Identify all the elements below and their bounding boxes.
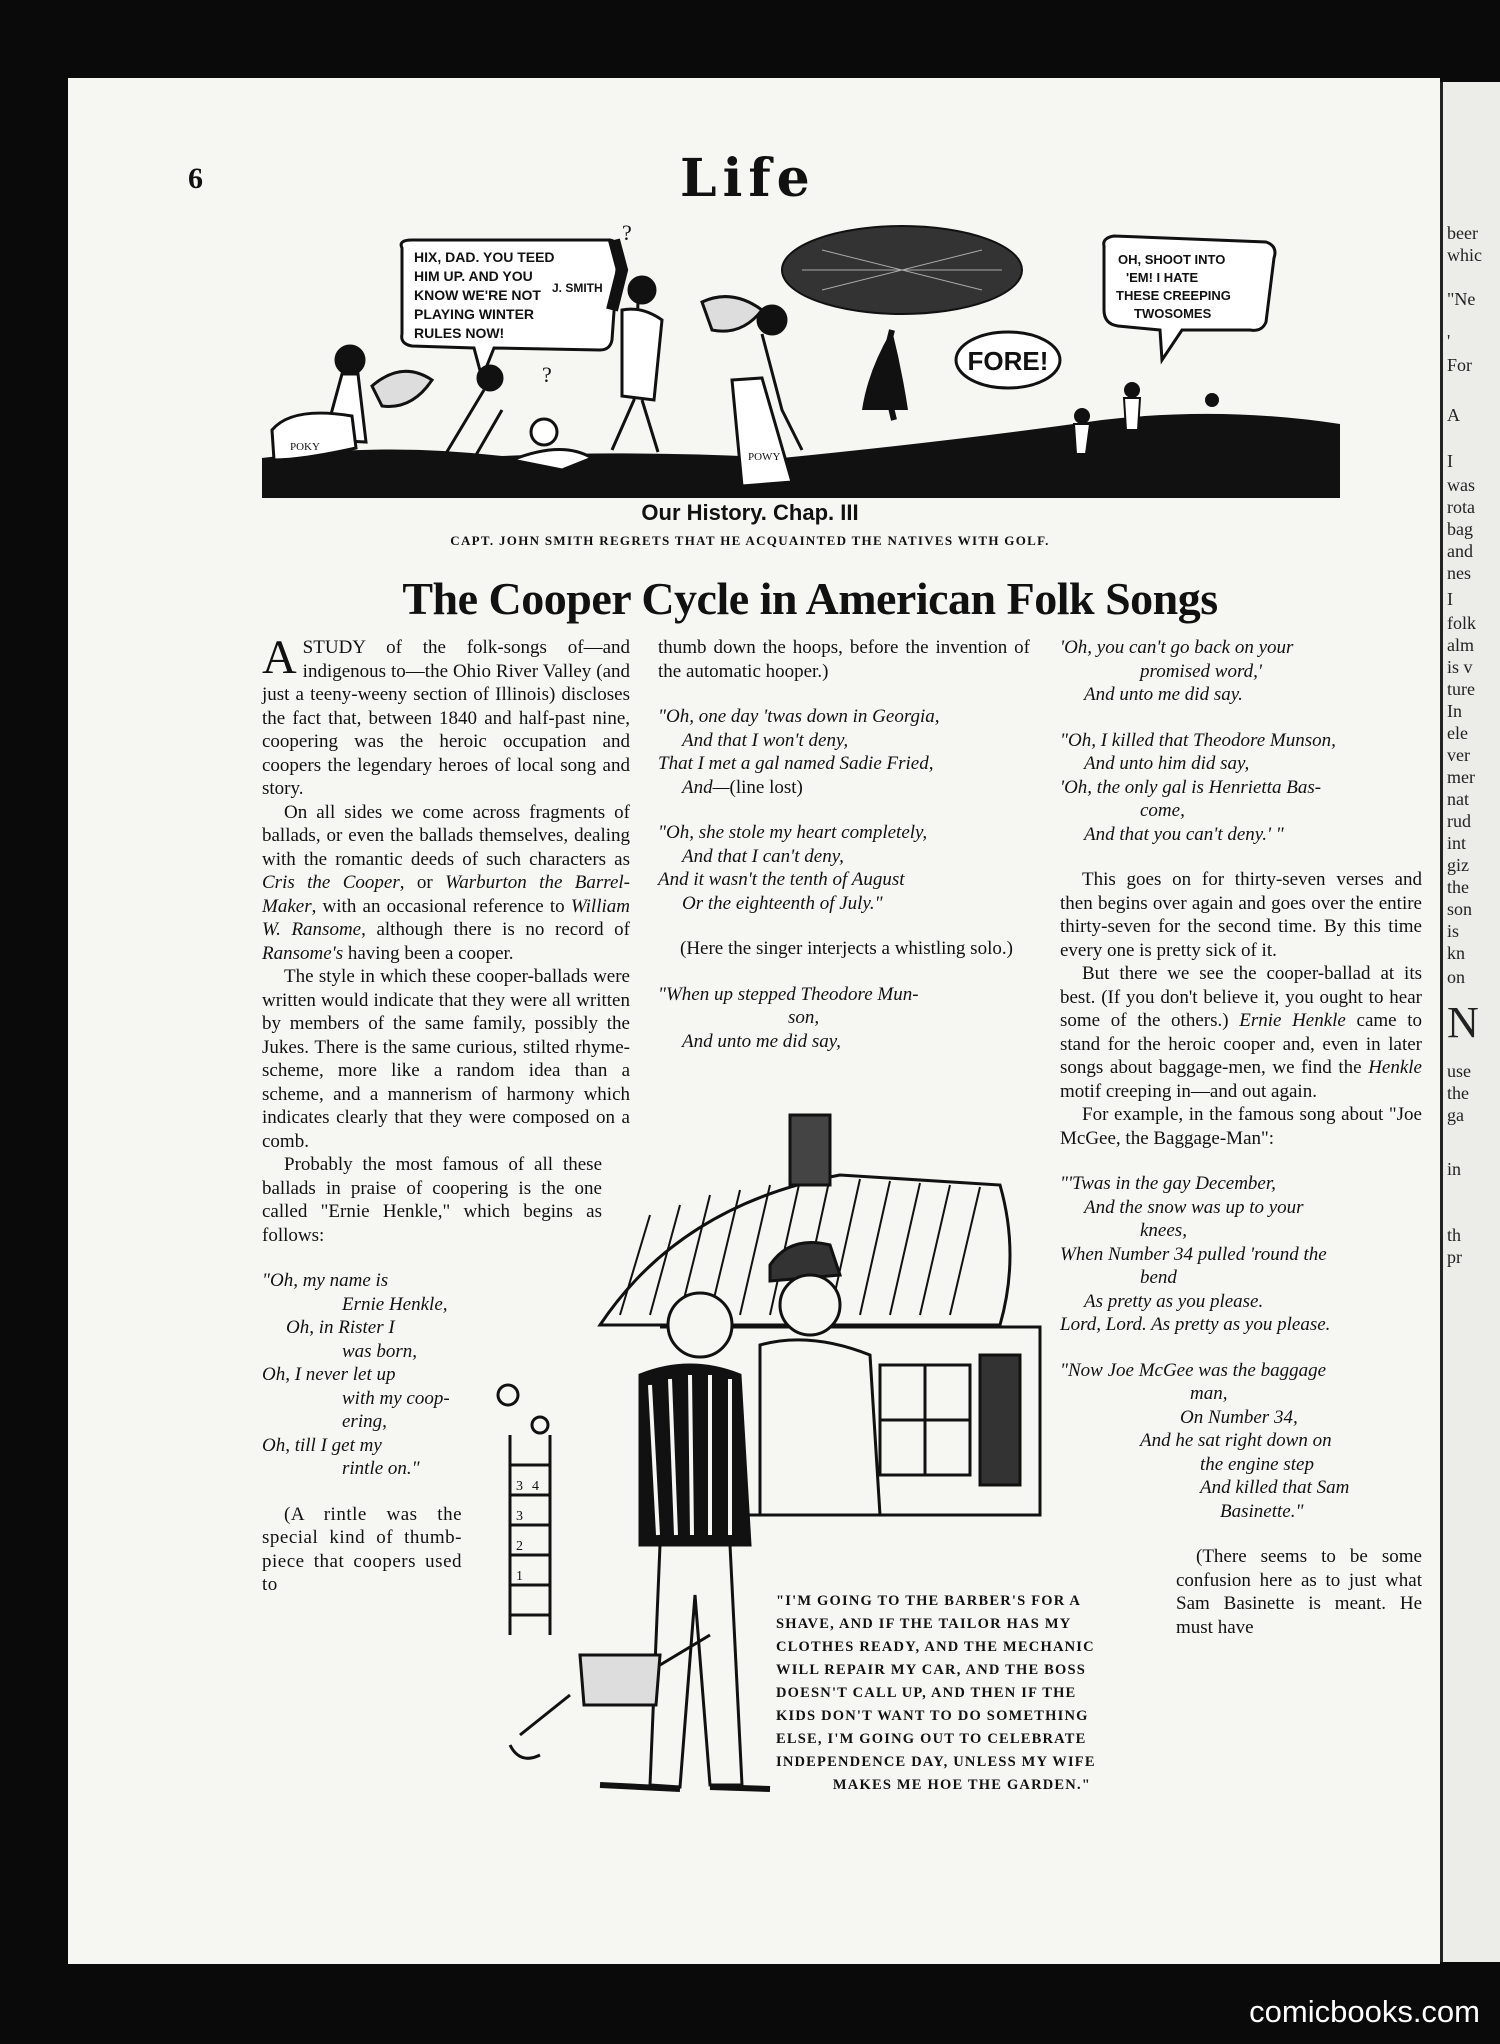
facing-page-fragment: use (1447, 1061, 1471, 1081)
facing-page-fragment: nes (1447, 563, 1471, 583)
facing-page-fragment: ga (1447, 1105, 1464, 1125)
trellis-number: 3 (516, 1479, 523, 1494)
question-mark: ? (622, 220, 632, 245)
facing-page-fragment: pr (1447, 1247, 1462, 1267)
facing-page-fragment: alm (1447, 635, 1474, 655)
paragraph: But there we see the cooper-ballad at its best. (If you don't believe it, you ought to hear some of the others.) Ernie Henkle came to stand for the heroic cooper and, even in later songs about baggage-men, we find the Henkle motif creeping in—and out again. (1060, 963, 1423, 1102)
verse-stole-heart: "Oh, she stole my heart completely, And that I can't deny, And it wasn't the tenth of August Or the eighteenth of July." (658, 822, 928, 914)
column-2 (658, 636, 1030, 1053)
paragraph: thumb down the hoops, before the invention of the automatic hooper.) (658, 637, 1030, 682)
balloon-left-line: PLAYING WINTER (414, 306, 535, 322)
facing-page-edge (1440, 82, 1500, 1962)
balloon-right-line: TWOSOMES (1134, 306, 1212, 321)
masthead: Life (680, 148, 816, 209)
facing-page-fragment: kn (1447, 943, 1465, 963)
verse-joe-mcgee: "Now Joe McGee was the baggage man, On Number 34, And he sat right down on the engine step And killed that Sam Basinette." (1060, 1359, 1350, 1522)
trellis-number: 4 (532, 1479, 539, 1494)
cartoon-caption-subtitle: CAPT. JOHN SMITH REGRETS THAT HE ACQUAINTED THE NATIVES WITH GOLF. (450, 533, 1050, 548)
facing-page-fragment: ver (1447, 745, 1470, 765)
batter-figure (612, 240, 662, 452)
facing-page-fragment: is (1447, 921, 1460, 941)
balloon-right-line: OH, SHOOT INTO (1118, 252, 1226, 267)
facing-page-fragment: ele (1447, 723, 1468, 743)
facing-page-fragment: mer (1447, 767, 1475, 787)
facing-page-fragment: bag (1447, 519, 1473, 539)
illustration-caption: "I'M GOING TO THE BARBER'S FOR A SHAVE, AND IF THE TAILOR HAS MY CLOTHES READY, AND THE MECHANIC WILL REPAIR MY CAR, AND THE BOSS DOESN'T CALL UP, AND THEN IF THE KIDS DON'T WANT TO DO SOMETHING ELSE, I'M GOING OUT TO CELEBRATE INDEPENDENCE DAY, UNLESS MY WIFE MAKES ME HOE THE GARDEN." (776, 1593, 1096, 1793)
verse-theodore: "When up stepped Theodore Mun- son, And unto me did say, (658, 983, 919, 1052)
trellis-number: 3 (516, 1509, 523, 1524)
tree (782, 226, 1022, 420)
cartoon-signature: J. SMITH (552, 281, 603, 295)
bag-label-left: POKY (290, 441, 320, 453)
golf-cartoon (262, 210, 1340, 498)
fore-text: FORE! (967, 346, 1049, 376)
paragraph: This goes on for thirty-seven verses and then begins over again and goes over the entire thirty-seven for the second time. By this time every one is pretty sick of it. (1060, 869, 1422, 961)
facing-page-fragment: For (1447, 355, 1473, 375)
ground (262, 414, 1340, 498)
balloon-left-line: RULES NOW! (414, 325, 505, 341)
facing-page-fragment: "Ne (1447, 289, 1476, 309)
facing-page-fragment: nat (1447, 789, 1469, 809)
facing-page-fragment: son (1447, 899, 1473, 919)
page-number: 6 (188, 162, 203, 195)
facing-page-fragment: in (1447, 1159, 1462, 1179)
facing-page-fragment: ture (1447, 679, 1475, 699)
balloon-right-line: THESE CREEPING (1116, 288, 1231, 303)
verse-georgia: "Oh, one day 'twas down in Georgia, And that I won't deny, That I met a gal named Sadie Fried, And—(line lost) (658, 706, 940, 798)
bag-label-right: POWY (748, 451, 781, 463)
facing-page-fragment: In (1447, 701, 1462, 721)
facing-page-fragment: A (1447, 405, 1460, 425)
paragraph: The style in which these cooper-ballads were written would indicate that they were all written by members of the same family, possibly the Jukes. There is the same curious, stilted rhyme-scheme, more like a random idea than a scheme, and a mannerism of harmony which indicates clearly that they were composed on a comb. (262, 966, 630, 1152)
article-headline: The Cooper Cycle in American Folk Songs (402, 573, 1218, 624)
facing-page-fragment: I (1447, 451, 1453, 471)
facing-page-fragment: whic (1447, 245, 1482, 265)
balloon-left-line: HIM UP. AND YOU (414, 268, 533, 284)
trellis-number: 1 (516, 1569, 523, 1584)
facing-page-fragment: folk (1447, 613, 1476, 633)
facing-page-fragment: beer (1447, 223, 1478, 243)
paragraph: (Here the singer interjects a whistling solo.) (680, 938, 1013, 959)
paragraph: On all sides we come across fragments of ballads, or even the ballads themselves, dealing with the romantic deeds of such characters as Cris the Cooper, or Warburton the Barrel-Maker, with an occasional reference to William W. Ransome, although there is no record of Ransome's having been a cooper. (262, 801, 631, 964)
balloon-right-line: 'EM! I HATE (1126, 270, 1199, 285)
facing-page-fragment: I (1447, 589, 1453, 609)
paragraph-text: STUDY of the folk-songs of—and indigenous to—the Ohio River Valley (and just a teeny-weeny section of Illinois) discloses the fact that, between 1840 and half-past nine, coopering was the heroic occupation and coopers the legendary heroes of local song and story. (262, 637, 630, 799)
verse-december: "'Twas in the gay December, And the snow was up to your knees, When Number 34 pulled 'round the bend As pretty as you please. Lord, Lord. As pretty as you please. (1060, 1173, 1331, 1335)
facing-page-fragment: was (1447, 475, 1475, 495)
facing-page-fragment: rota (1447, 497, 1475, 517)
trellis-number: 2 (516, 1539, 523, 1554)
verse-promised-word: 'Oh, you can't go back on your promised word,' And unto me did say. (1060, 637, 1294, 705)
question-mark: ? (542, 362, 552, 387)
drop-cap: A (262, 631, 297, 684)
paragraph: For example, in the famous song about "Joe McGee, the Baggage-Man": (1060, 1104, 1422, 1149)
facing-page-fragment: th (1447, 1225, 1462, 1245)
site-watermark: comicbooks.com (1249, 1994, 1480, 2029)
facing-page-fragment: giz (1447, 855, 1469, 875)
facing-page-fragment: and (1447, 541, 1473, 561)
facing-page-fragment: ' (1447, 331, 1451, 351)
facing-page-fragment: is v (1447, 657, 1473, 677)
balloon-left-line: KNOW WE'RE NOT (414, 287, 541, 303)
facing-page-fragment: int (1447, 833, 1467, 853)
facing-page-fragment: the (1447, 877, 1469, 897)
cartoon-caption-title: Our History. Chap. III (641, 500, 859, 525)
facing-page-fragment: on (1447, 967, 1465, 987)
balloon-left-line: HIX, DAD. YOU TEED (414, 249, 555, 265)
paragraph (262, 631, 630, 801)
paragraph: (A rintle was the special kind of thumb-piece that coopers used to (262, 1503, 462, 1595)
facing-page-fragment: the (1447, 1083, 1469, 1103)
paragraph: (There seems to be some confusion here as to just what Sam Basinette is meant. He must have (1176, 1546, 1422, 1638)
verse-ernie-henkle: "Oh, my name is Ernie Henkle, Oh, in Rister I was born, Oh, I never let up with my coop- ering, Oh, till I get my rintle on." (262, 1270, 450, 1479)
facing-page-fragment: N (1447, 998, 1479, 1047)
paragraph: Probably the most famous of all these ballads in praise of coopering is the one called "Ernie Henkle," which begins as follows: (262, 1154, 602, 1246)
facing-page-fragment: rud (1447, 811, 1471, 831)
verse-munson: "Oh, I killed that Theodore Munson, And unto him did say, 'Oh, the only gal is Henrietta Bas- come, And that you can't deny.' " (1060, 729, 1336, 845)
